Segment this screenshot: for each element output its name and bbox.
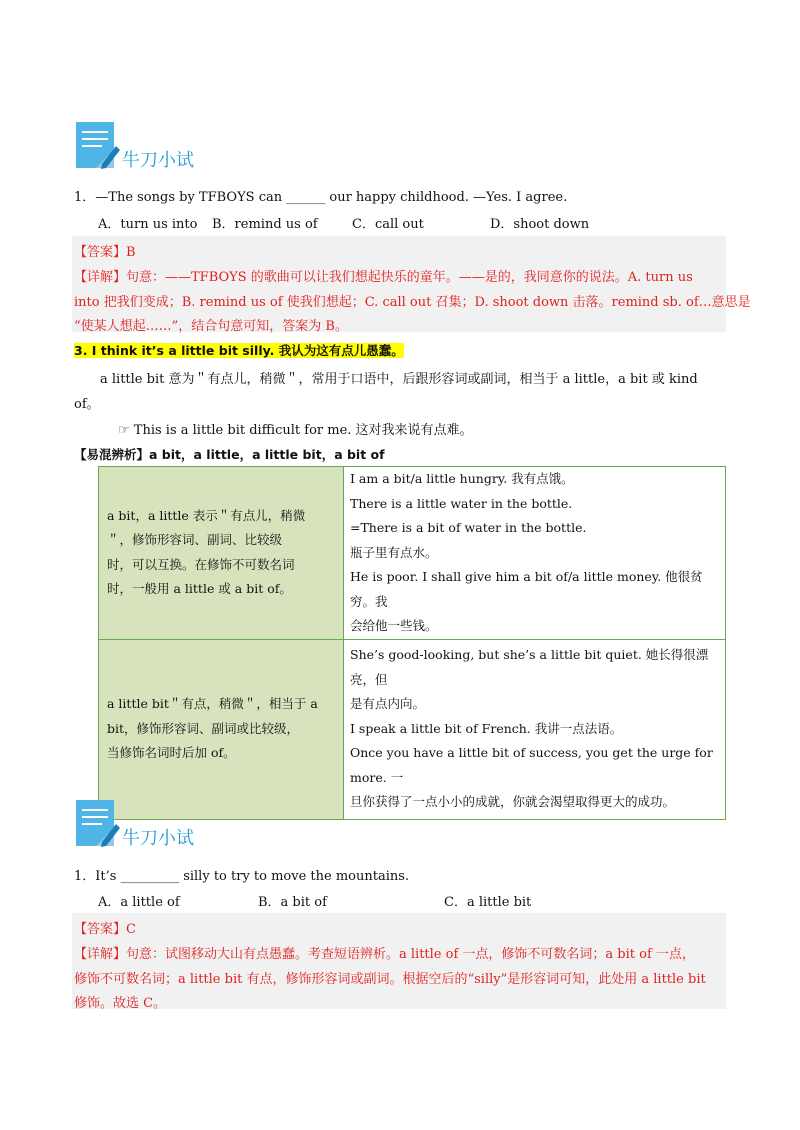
option-c: C．call out bbox=[352, 217, 424, 232]
notepad-pencil-icon bbox=[74, 120, 122, 172]
point-description-cont: of。 bbox=[74, 397, 100, 412]
question-1: 1．—The songs by TFBOYS can ______ our happy childhood. —Yes. I agree. bbox=[74, 190, 568, 205]
explanation-line: “使某人想起……”，结合句意可知，答案为 B。 bbox=[74, 319, 348, 334]
cell-line: 当修饰名词时后加 of。 bbox=[107, 745, 236, 761]
cell-line: =There is a bit of water in the bottle. bbox=[350, 520, 587, 535]
section-heading bbox=[74, 798, 274, 854]
cell-line: 是有点内向。 bbox=[350, 696, 426, 712]
cell-line: Once you have a little bit of success, you get the urge for more. 一 bbox=[350, 745, 713, 785]
answer-box bbox=[72, 913, 726, 1009]
option-a: A．a little of bbox=[98, 895, 180, 910]
cell-line: 会给他一些钱。 bbox=[350, 618, 438, 633]
explanation-line: 修饰不可数名词；a little bit 有点，修饰形容词或副词。根据空后的“silly”是形容词可知，此处用 a little bit bbox=[74, 972, 706, 987]
cell-line: 瓶子里有点水。 bbox=[350, 544, 438, 560]
table-cell-examples bbox=[344, 467, 726, 640]
cell-line: I speak a little bit of French. 我讲一点法语。 bbox=[350, 720, 623, 736]
notepad-pencil-icon bbox=[74, 798, 122, 850]
cell-line: She’s good-looking, but she’s a little bit quiet. 她长得很漂亮，但 bbox=[350, 647, 709, 687]
section-title: 牛刀小试 bbox=[122, 828, 194, 849]
cell-line: 旦你获得了一点小小的成就，你就会渴望取得更大的成功。 bbox=[350, 794, 676, 810]
cell-line: bit，修饰形容词、副词或比较级， bbox=[107, 720, 300, 736]
cell-line: 时，一般用 a little 或 a bit of。 bbox=[107, 581, 292, 597]
option-b: B．remind us of bbox=[212, 217, 318, 232]
answer-label: 【答案】B bbox=[74, 245, 136, 260]
explanation-line: into 把我们变成；B. remind us of 使我们想起；C. call out 召集；D. shoot down 击落。remind sb. of…意思是 bbox=[74, 295, 751, 310]
answer-label: 【答案】C bbox=[74, 922, 136, 937]
cell-line: There is a little water in the bottle. bbox=[350, 495, 573, 511]
cell-line: a little bit＂有点，稍微＂，相当于 a bbox=[107, 696, 318, 712]
option-a: A．turn us into bbox=[98, 217, 198, 232]
explanation-line: 【详解】句意：——TFBOYS 的歌曲可以让我们想起快乐的童年。——是的，我同意你的说法。A. turn us bbox=[74, 270, 693, 285]
answer-box bbox=[72, 236, 751, 334]
option-b: B．a bit of bbox=[258, 895, 327, 910]
table-row bbox=[99, 467, 726, 640]
example-sentence: ☞ This is a little bit difficult for me. 这对我来说有点难。 bbox=[118, 423, 473, 438]
cell-line: 时，可以互换。在修饰不可数名词 bbox=[107, 556, 295, 572]
cell-line: I am a bit/a little hungry. 我有点饿。 bbox=[350, 471, 574, 486]
option-c: C．a little bit bbox=[444, 895, 532, 910]
option-d: D．shoot down bbox=[490, 217, 590, 232]
comparison-table bbox=[98, 466, 726, 820]
cell-line: a bit，a little 表示＂有点儿，稍微 bbox=[107, 507, 306, 523]
point-description: a little bit 意为＂有点儿，稍微＂，常用于口语中，后跟形容词或副词，相当于 a little，a bit 或 kind bbox=[100, 372, 698, 387]
confusion-label: 【易混辨析】a bit，a little，a little bit，a bit of bbox=[74, 447, 385, 462]
cell-line: ＂，修饰形容词、副词、比较级 bbox=[107, 532, 283, 548]
explanation-line: 【详解】句意：试图移动大山有点愚蠢。考查短语辨析。a little of 一点，修饰不可数名词；a bit of 一点， bbox=[74, 947, 695, 962]
table-cell-rule bbox=[99, 639, 344, 819]
question-1: 1．It’s _________ silly to try to move the mountains. bbox=[74, 869, 410, 884]
section-title: 牛刀小试 bbox=[122, 150, 194, 171]
point-title-text: 3. I think it’s a little bit silly. 我认为这有点儿愚蠢。 bbox=[74, 343, 404, 358]
table-row bbox=[99, 639, 726, 819]
explanation-line: 修饰。故选 C。 bbox=[74, 996, 167, 1011]
point-title bbox=[74, 341, 404, 359]
table-cell-examples bbox=[344, 639, 726, 819]
table-cell-rule bbox=[99, 467, 344, 640]
cell-line: He is poor. I shall give him a bit of/a little money. 他很贫穷。我 bbox=[350, 569, 703, 609]
section-heading bbox=[74, 120, 274, 176]
